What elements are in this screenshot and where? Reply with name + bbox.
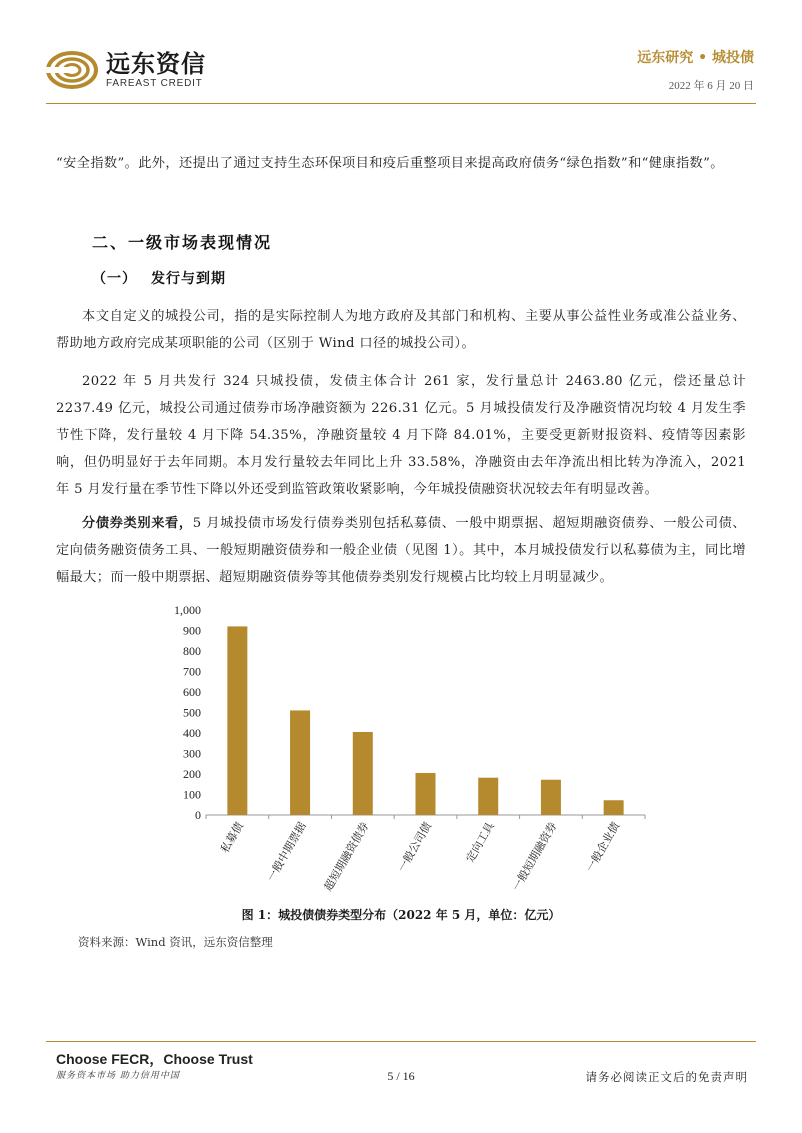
paragraph-text: 2022 年 5 月共发行 324 只城投债，发债主体合计 261 家，发行量总计 2463.80 亿元，偿还量总计 2237.49 亿元，城投公司通过债券市场净融资额为 226.31 亿元。5 月城投债发行及净融资情况均较 4 月发生季节性下降，发行量较 4 月下降 54.35%，净融资量较 4 月下降 84.01%，主要受更新财报资料、疫情等因素影响，但仍明显好于去年同期。本月发行量较去年同比上升 33.58%，净融资由去年净流出相比转为净流入，2021 年 5 月发行量在季节性下降以外还受到监管政策收紧影响，今年城投债融资状况较去年有明显改善。 bbox=[56, 374, 746, 497]
paragraph-text bbox=[56, 510, 746, 591]
logo-chinese-name: 远东资信 bbox=[106, 49, 206, 78]
report-series-title: 远东研究 • 城投债 bbox=[637, 50, 754, 66]
bar-一般企业债 bbox=[604, 800, 624, 815]
subsection-heading bbox=[92, 268, 226, 288]
bar-定向工具 bbox=[478, 778, 498, 815]
y-tick-label: 900 bbox=[183, 623, 201, 638]
figure-caption: 图 1：城投债债券类型分布（2022 年 5 月，单位：亿元） bbox=[241, 908, 561, 922]
subsection-number: （一） bbox=[92, 271, 137, 287]
section-heading: 二、一级市场表现情况 bbox=[92, 233, 273, 252]
subsection-title: 发行与到期 bbox=[151, 271, 226, 287]
fareast-logo-icon bbox=[46, 50, 98, 90]
y-tick-label: 700 bbox=[183, 664, 201, 679]
x-category-label: 一般中期票据 bbox=[264, 820, 309, 884]
x-category-label: 一般企业债 bbox=[583, 820, 623, 875]
logo-english-name: FAREAST CREDIT bbox=[106, 77, 203, 89]
x-category-label: 超短期融资债券 bbox=[321, 820, 372, 894]
x-category-label: 定向工具 bbox=[463, 820, 497, 865]
y-tick-label: 500 bbox=[183, 705, 201, 720]
footer-divider bbox=[46, 1041, 756, 1042]
bar-一般中期票据 bbox=[290, 710, 310, 815]
y-tick-label: 400 bbox=[183, 726, 201, 740]
y-tick-label: 100 bbox=[183, 787, 201, 802]
y-tick-label: 1,000 bbox=[174, 603, 201, 617]
report-date: 2022 年 6 月 20 日 bbox=[668, 80, 754, 92]
page-number: 5 / 16 bbox=[387, 1069, 415, 1083]
bar-一般公司债 bbox=[416, 773, 436, 815]
x-category-label: 私募债 bbox=[218, 820, 246, 856]
paragraph-body: 5 月城投债市场发行债券类别包括私募债、一般中期票据、超短期融资债券、一般公司债、定向债务融资债务工具、一般短期融资债券和一般企业债（见图 1）。其中，本月城投债发行以私募债为主，同比增幅最大；而一般中期票据、超短期融资债券等其他债券类别发行规模占比均较上月明显减少。 bbox=[56, 516, 746, 585]
figure-source: 资料来源：Wind 资讯，远东资信整理 bbox=[78, 935, 273, 949]
footer-tagline: 服务资本市场 助力信用中国 bbox=[56, 1071, 180, 1081]
paragraph-text: 本文自定义的城投公司，指的是实际控制人为地方政府及其部门和机构、主要从事公益性业务或准公益业务、帮助地方政府完成某项职能的公司（区别于 Wind 口径的城投公司）。 bbox=[56, 309, 746, 351]
footer-disclaimer: 请务必阅读正文后的免责声明 bbox=[585, 1070, 748, 1084]
paragraph-bond-types bbox=[56, 510, 746, 591]
paragraph-continued bbox=[56, 150, 746, 177]
footer-slogan: Choose FECR，Choose Trust bbox=[56, 1051, 253, 1067]
bond-type-bar-chart bbox=[160, 598, 660, 898]
y-tick-label: 300 bbox=[183, 746, 201, 761]
y-tick-label: 800 bbox=[183, 644, 201, 658]
paragraph-text: “安全指数”。此外，还提出了通过支持生态环保项目和疫后重整项目来提高政府债务“绿色指数”和“健康指数”。 bbox=[56, 156, 724, 171]
y-tick-label: 200 bbox=[183, 767, 201, 781]
bar-一般短期融资券 bbox=[541, 780, 561, 815]
x-category-label: 一般公司债 bbox=[395, 820, 435, 875]
bar-私募债 bbox=[227, 626, 247, 815]
header-divider bbox=[46, 103, 756, 104]
x-category-label: 一般短期融资券 bbox=[509, 820, 560, 894]
paragraph-issuance bbox=[56, 368, 746, 503]
y-tick-label: 600 bbox=[183, 685, 201, 699]
y-tick-label: 0 bbox=[195, 808, 201, 822]
paragraph-definition bbox=[56, 303, 746, 357]
bold-lead-in: 分债券类别来看， bbox=[82, 516, 193, 531]
bar-超短期融资债券 bbox=[353, 732, 373, 815]
company-logo bbox=[46, 50, 206, 90]
